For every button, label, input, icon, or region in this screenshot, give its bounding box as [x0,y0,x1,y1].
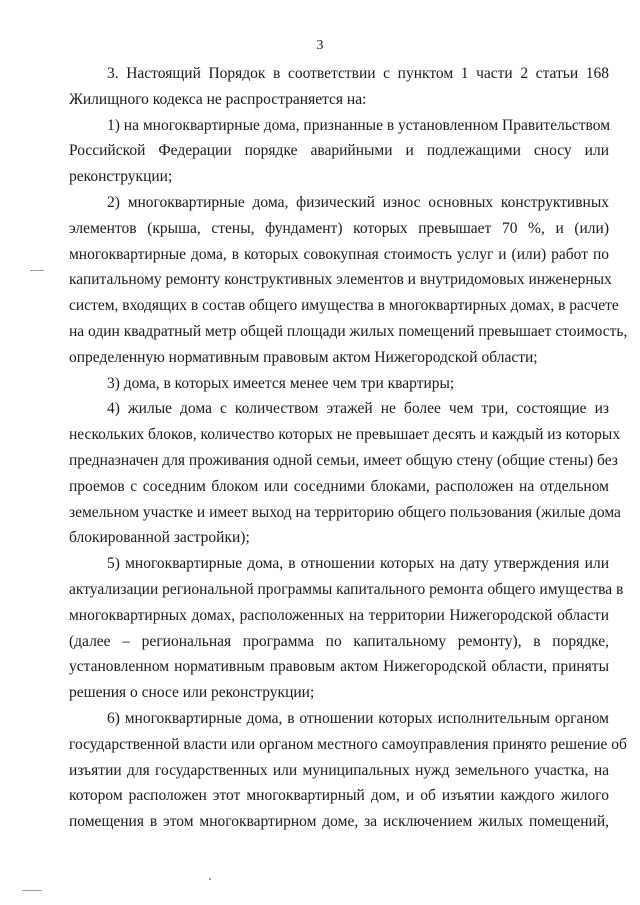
text-line: определенную нормативным правовым актом Нижегородской области; [69,348,538,366]
text-line: решения о сносе или реконструкции; [69,684,315,702]
document-body [69,61,628,835]
paragraph-p2 [69,190,628,371]
scan-edge-mark [22,890,42,891]
text-line: 3. Настоящий Порядок в соответствии с пунктом 1 части 2 статьи 168 [107,65,609,82]
text-line: 1) на многоквартирные дома, признанные в установленном Правительством [107,116,611,134]
text-line: установленном нормативным правовым актом Нижегородской области, приняты [69,658,609,676]
text-line: многоквартирные дома, в которых совокупная стоимость услуг и (или) работ по [69,245,609,263]
paragraph-p4 [69,396,621,551]
text-line: систем, входящих в состав общего имущества в многоквартирных домах, в расчете [69,297,619,315]
text-line: Российской Федерации порядке аварийными и подлежащими сносу или [69,142,609,160]
text-line: капитальному ремонту конструктивных элементов и внутридомовых инженерных [69,271,612,289]
text-line: 5) многоквартирные дома, в отношении которых на дату утверждения или [107,555,609,573]
text-line: государственной власти или органом местного самоуправления принято решение об [69,735,627,753]
paragraph-p3 [69,61,609,113]
text-line: блокированной застройки); [69,529,250,547]
text-line: проемов с соседним блоком или соседними блоками, расположен на отдельном [69,477,609,495]
paragraph-p6 [69,706,627,835]
text-line: изъятии для государственных или муниципальных нужд земельного участка, на [69,761,609,779]
text-line: нескольких блоков, количество которых не превышает десять и каждый из которых [69,426,621,444]
text-line: элементов (крыша, стены, фундамент) которых превышает 70 %, и (или) [69,219,609,237]
text-line: (далее – региональная программа по капитальному ремонту), в порядке, [69,632,609,650]
text-line: актуализации региональной программы капитального ремонта общего имущества в [69,580,624,598]
text-line: 4) жилые дома с количеством этажей не более чем три, состоящие из [107,400,609,418]
text-line: земельном участке и имеет выход на территорию общего пользования (жилые дома [69,503,621,521]
text-line: 3) дома, в которых имеется менее чем три квартиры; [107,374,455,392]
paragraph-p3b [69,371,609,397]
text-line: котором расположен этот многоквартирный дом, и об изъятии каждого жилого [69,787,609,805]
scan-speck [209,878,211,880]
scan-edge-mark [30,270,44,271]
paragraph-p5 [69,551,624,706]
paragraph-p1 [69,113,609,190]
text-line: 6) многоквартирные дома, в отношении которых исполнительным органом [107,709,609,727]
page-number: 3 [316,38,324,53]
text-line: Жилищного кодекса не распространяется на: [69,90,367,108]
text-line: реконструкции; [69,168,173,186]
text-line: многоквартирных домах, расположенных на территории Нижегородской области [69,606,609,624]
text-line: помещения в этом многоквартирном доме, за исключением жилых помещений, [69,813,609,831]
text-line: предназначен для проживания одной семьи, имеет общую стену (общие стены) без [69,451,618,469]
text-line: на один квадратный метр общей площади жилых помещений превышает стоимость, [69,322,628,340]
text-line: 2) многоквартирные дома, физический износ основных конструктивных [107,193,609,211]
